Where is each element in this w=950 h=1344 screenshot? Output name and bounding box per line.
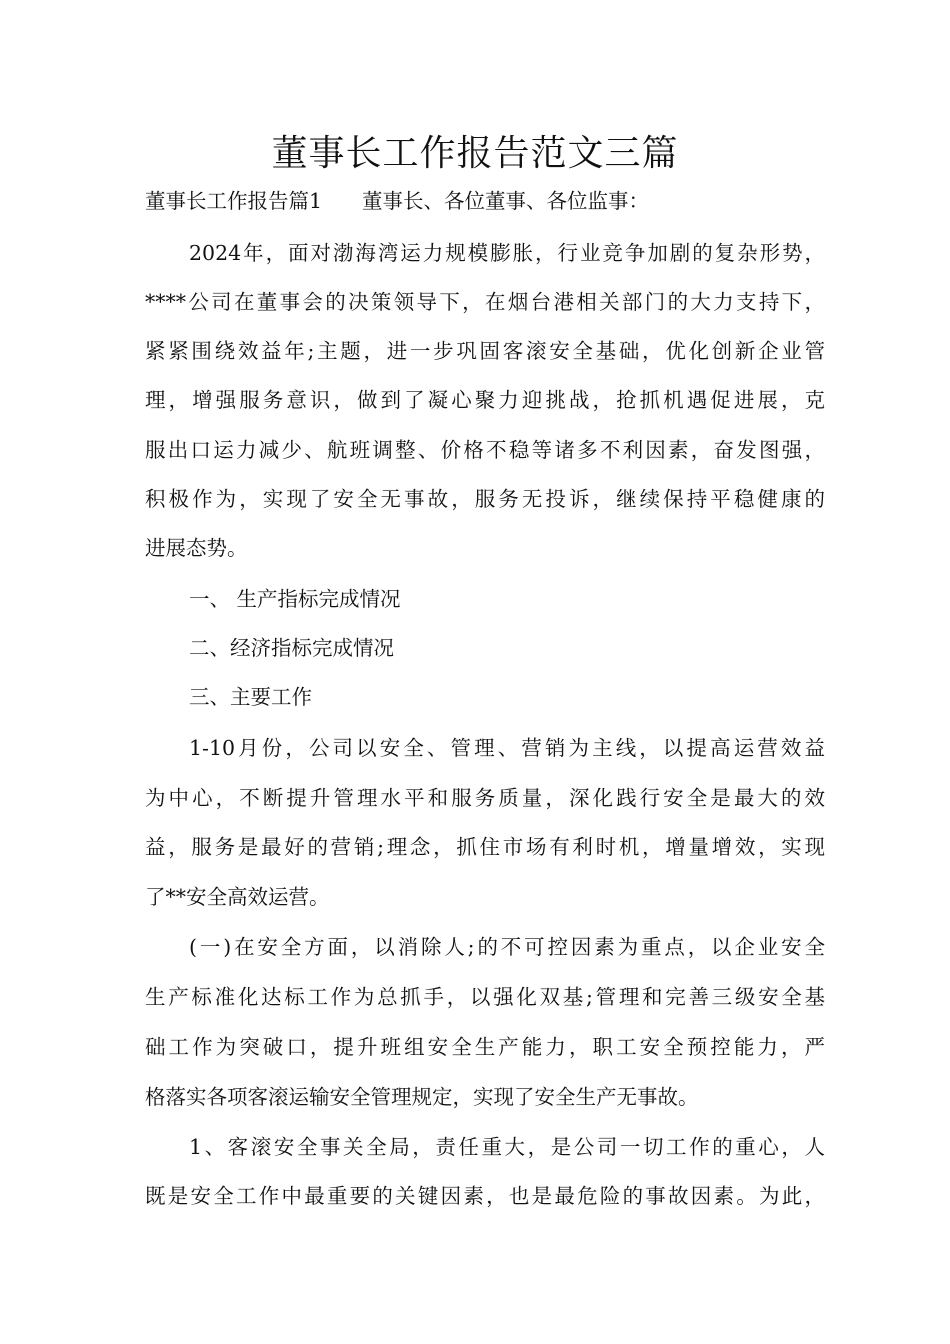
- text-line: 1-10月份，公司以安全、管理、营销为主线，以提高运营效益: [189, 736, 825, 760]
- text-line: 1、客滚安全事关全局，责任重大，是公司一切工作的重心，人: [189, 1135, 825, 1159]
- text-line: 既是安全工作中最重要的关键因素，也是最危险的事故因素。为此，: [145, 1184, 825, 1208]
- text-line: 紧紧围绕效益年;主题，进一步巩固客滚安全基础，优化创新企业管: [145, 339, 825, 363]
- document-subtitle: 董事长工作报告篇1: [145, 189, 323, 213]
- text-line: 了**安全高效运营。: [145, 885, 330, 909]
- text-line: 2024年，面对渤海湾运力规模膨胀，行业竞争加剧的复杂形势，: [189, 241, 825, 265]
- text-line: 进展态势。: [145, 536, 248, 560]
- text-line: (一)在安全方面，以消除人;的不可控因素为重点，以企业安全: [189, 935, 825, 959]
- text-line: ****公司在董事会的决策领导下，在烟台港相关部门的大力支持下，: [145, 290, 825, 314]
- section-heading: 二、经济指标完成情况: [189, 636, 394, 660]
- section-heading: 一、 生产指标完成情况: [189, 587, 401, 611]
- text-line: 为中心，不断提升管理水平和服务质量，深化践行安全是最大的效: [145, 786, 825, 810]
- text-line: 生产标准化达标工作为总抓手，以强化双基;管理和完善三级安全基: [145, 985, 825, 1009]
- text-line: 益，服务是最好的营销;理念，抓住市场有利时机，增量增效，实现: [145, 835, 825, 859]
- text-line: 理，增强服务意识，做到了凝心聚力迎挑战，抢抓机遇促进展，克: [145, 388, 825, 412]
- text-line: 础工作为突破口，提升班组安全生产能力，职工安全预控能力，严: [145, 1035, 825, 1059]
- document-title: 董事长工作报告范文三篇: [271, 133, 679, 174]
- text-line: 积极作为，实现了安全无事故，服务无投诉，继续保持平稳健康的: [145, 487, 825, 511]
- document-heading-line: [145, 184, 825, 218]
- text-line: 服出口运力减少、航班调整、价格不稳等诸多不利因素，奋发图强，: [145, 438, 825, 462]
- document-salutation: 董事长、各位董事、各位监事：: [362, 189, 650, 213]
- section-heading: 三、主要工作: [189, 685, 312, 709]
- text-line: 格落实各项客滚运输安全管理规定，实现了安全生产无事故。: [145, 1085, 699, 1109]
